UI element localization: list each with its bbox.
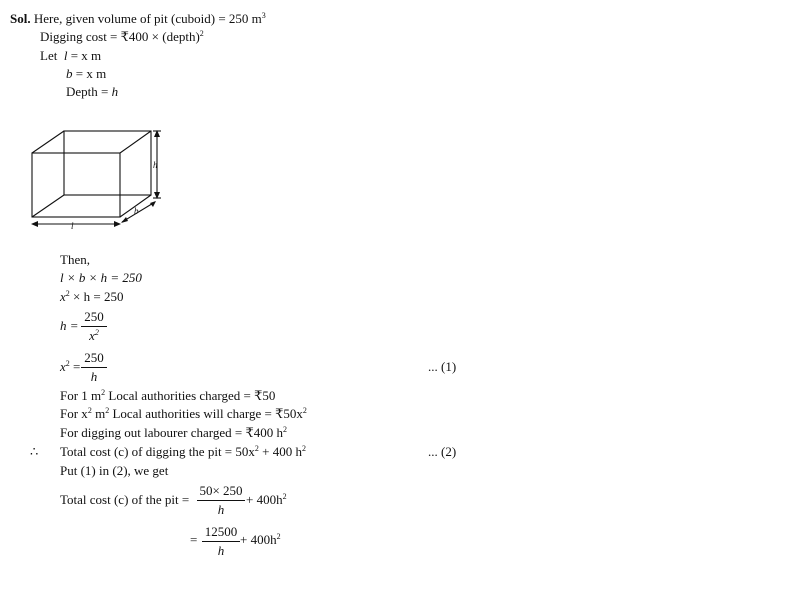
fraction-bar bbox=[81, 326, 107, 327]
eq4-x: x bbox=[60, 359, 66, 374]
for3-exp: 2 bbox=[282, 425, 287, 434]
volume-statement: Here, given volume of pit (cuboid) = 250 m bbox=[33, 11, 262, 26]
total-a: Total cost (c) of digging the pit = 50x bbox=[60, 444, 255, 459]
total-exp2: 2 bbox=[301, 444, 306, 453]
then-line: Then, bbox=[60, 252, 90, 267]
digging-cost-statement: Digging cost = ₹400 × (depth) bbox=[40, 29, 200, 44]
eq3-numerator: 250 bbox=[84, 309, 104, 324]
depth-var: h bbox=[111, 84, 119, 99]
equation-lbh: l × b × h = 250 bbox=[60, 270, 142, 285]
for2-exp1: 2 bbox=[87, 406, 92, 415]
b-label: b bbox=[134, 206, 139, 216]
eq4-equals: = bbox=[73, 359, 81, 374]
eq3-lhs: h = bbox=[60, 318, 79, 333]
equation-x2h bbox=[60, 289, 123, 305]
eq2-exponent: 2 bbox=[65, 289, 70, 298]
tc2-denominator: h bbox=[217, 543, 225, 558]
tc-rest-text: + 400h bbox=[246, 492, 283, 507]
depth-text: Depth = bbox=[66, 84, 112, 99]
for2-b: m bbox=[91, 406, 106, 421]
therefore-symbol: ∴ bbox=[30, 444, 39, 459]
b-rest: = x m bbox=[72, 66, 107, 81]
digging-cost-exponent: 2 bbox=[199, 29, 204, 38]
fraction-bar bbox=[197, 500, 245, 501]
equation-tag-2: ... (2) bbox=[428, 444, 457, 459]
eq4-denominator: h bbox=[90, 369, 98, 384]
eq3-fraction bbox=[81, 309, 107, 344]
for-1m2-line bbox=[60, 388, 275, 404]
for1-b: Local authorities charged = ₹50 bbox=[105, 388, 276, 403]
eq4-lhs bbox=[60, 359, 80, 375]
h-label: h bbox=[153, 160, 158, 170]
b-var: b bbox=[66, 66, 73, 81]
equation-tag-1: ... (1) bbox=[428, 359, 457, 374]
total-exp1: 2 bbox=[254, 444, 259, 453]
for3-a: For digging out labourer charged = ₹400 h bbox=[60, 425, 283, 440]
for2-exp3: 2 bbox=[302, 406, 307, 415]
eq4-exponent: 2 bbox=[65, 359, 70, 368]
eq3-den-base: x bbox=[89, 328, 95, 343]
tc-lhs: Total cost (c) of the pit = bbox=[60, 492, 190, 507]
for-x2-line bbox=[60, 406, 307, 422]
tc-rest bbox=[246, 492, 287, 508]
for2-a: For x bbox=[60, 406, 88, 421]
tc2-rest bbox=[240, 532, 281, 548]
sol-label: Sol. bbox=[10, 11, 31, 26]
let-var: l bbox=[63, 48, 68, 63]
fraction-bar bbox=[81, 367, 107, 368]
tc-numerator: 50× 250 bbox=[199, 483, 243, 498]
tc2-fraction bbox=[202, 524, 240, 559]
eq3-denominator bbox=[81, 328, 107, 344]
for1-exp: 2 bbox=[101, 388, 106, 397]
tc2-numerator: 12500 bbox=[204, 524, 238, 539]
substitution-line: Put (1) in (2), we get bbox=[60, 463, 169, 478]
total-b: + 400 h bbox=[258, 444, 302, 459]
tc2-equals: = bbox=[190, 532, 198, 547]
for2-c: Local authorities will charge = ₹50x bbox=[109, 406, 303, 421]
for1-a: For 1 m bbox=[60, 388, 102, 403]
volume-exponent: 3 bbox=[261, 11, 266, 20]
eq2-rest: × h = 250 bbox=[69, 289, 124, 304]
eq4-fraction bbox=[81, 350, 107, 385]
fraction-bar bbox=[202, 541, 240, 542]
l-label: l bbox=[71, 221, 74, 231]
tc-denominator: h bbox=[217, 502, 225, 517]
tc2-rest-text: + 400h bbox=[240, 532, 277, 547]
tc-rest-exp: 2 bbox=[282, 492, 287, 501]
for2-exp2: 2 bbox=[105, 406, 110, 415]
tc-fraction bbox=[197, 483, 245, 518]
let-prefix: Let bbox=[40, 48, 58, 63]
eq3-den-exp: 2 bbox=[94, 328, 99, 337]
total-cost-line bbox=[60, 444, 306, 460]
labour-charge-line bbox=[60, 425, 287, 441]
eq2-x: x bbox=[60, 289, 66, 304]
eq4-numerator: 250 bbox=[84, 350, 104, 365]
tc2-rest-exp: 2 bbox=[276, 532, 281, 541]
let-rest: = x m bbox=[67, 48, 102, 63]
